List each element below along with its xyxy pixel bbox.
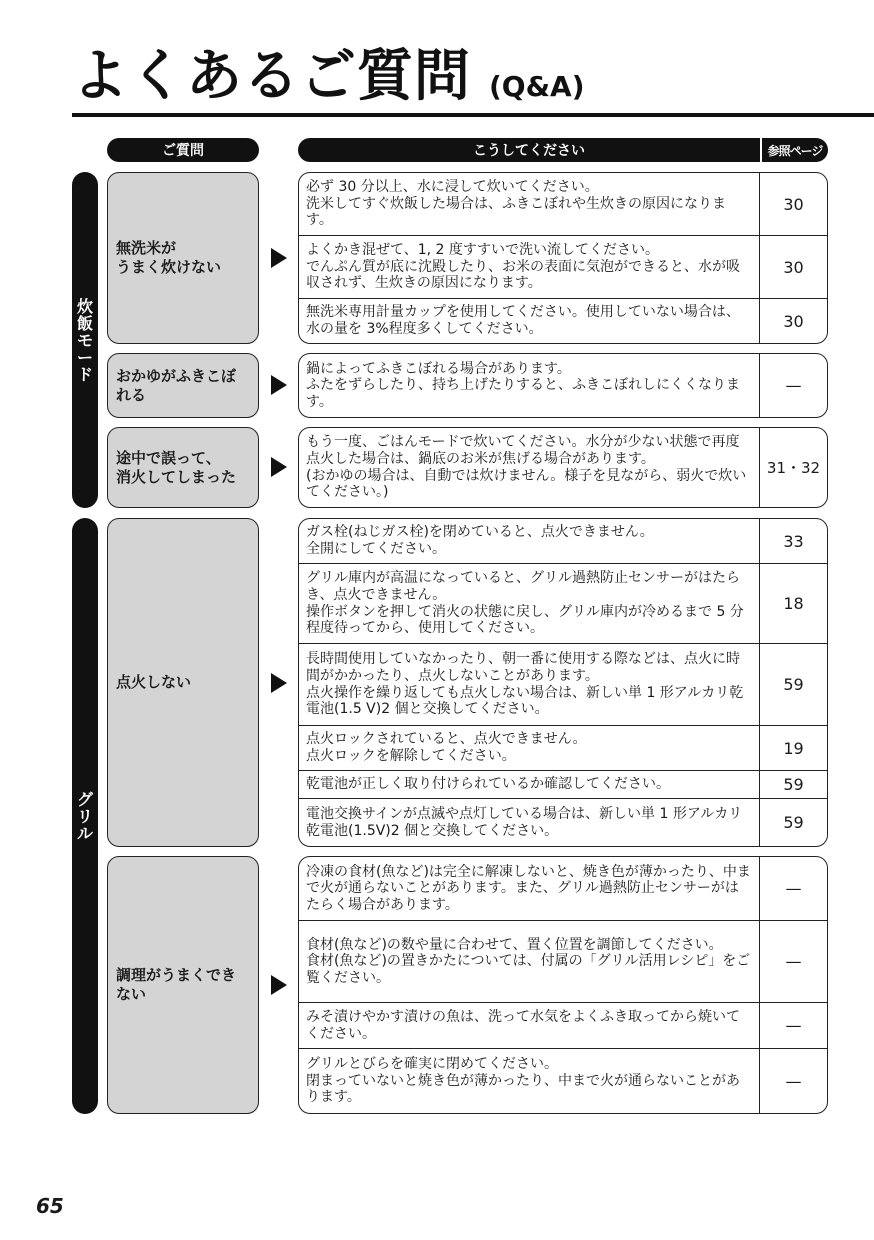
answer-group-musenmai — [298, 172, 828, 344]
question-chouri: 調理がうまくできない — [107, 856, 259, 1114]
column-header-answer: こうしてください — [298, 138, 760, 162]
answer-text: 点火ロックされていると、点火できません。 点火ロックを解除してください。 — [306, 731, 587, 764]
category-char: ー — [76, 347, 93, 367]
answer-text: 必ず 30 分以上、水に浸して炊いてください。 洗米してすぐ炊飯した場合は、ふきこぼれや生炊きの原因になります。 — [306, 179, 726, 229]
column-header-page: 参照ページ — [762, 138, 828, 162]
answer-group-tenka — [298, 518, 828, 847]
answer-row — [299, 1049, 827, 1113]
arrow-icon — [271, 457, 287, 477]
answer-text: 食材(魚など)の数や量に合わせて、置く位置を調節してください。 食材(魚など)の置きかたについては、付属の「グリル活用レシピ」をご覧ください。 — [306, 936, 751, 986]
category-char: 炊 — [76, 296, 93, 316]
arrow-icon — [271, 673, 287, 693]
answer-row — [299, 564, 827, 644]
arrow-icon — [271, 375, 287, 395]
title-text: よくあるご質問 — [72, 44, 471, 109]
answer-row — [299, 726, 827, 771]
answer-row — [299, 771, 827, 799]
category-char: グ — [76, 789, 93, 809]
question-shouka: 途中で誤って、 消火してしまった — [107, 427, 259, 508]
question-okayu: おかゆがふきこぼれる — [107, 353, 259, 418]
reference-page: 59 — [759, 644, 827, 725]
reference-page: — — [759, 1049, 827, 1113]
answer-group-shouka — [298, 427, 828, 508]
answer-row — [299, 799, 827, 846]
answer-text: みそ漬けやかす漬けの魚は、洗って水気をよくふき取ってから焼いてください。 — [306, 1008, 740, 1042]
answer-row — [299, 173, 827, 236]
answer-text: 鍋によってふきこぼれる場合があります。 ふたをずらしたり、持ち上げたりすると、ふきこぼれしにくくなります。 — [306, 360, 740, 410]
answer-text: 冷凍の食材(魚など)は完全に解凍しないと、焼き色が薄かったり、中まで火が通らないことがあります。また、グリル過熱防止センサーがはたらく場合があります。 — [306, 863, 751, 913]
answer-text: グリルとびらを確実に閉めてください。 閉まっていないと焼き色が薄かったり、中まで火が通らないことがあります。 — [306, 1056, 740, 1106]
answer-row — [299, 921, 827, 1003]
answer-row — [299, 1003, 827, 1049]
answer-text: もう一度、ごはんモードで炊いてください。水分が少ない状態で再度点火した場合は、鍋底のお米が焦げる場合があります。 (おかゆの場合は、自動では炊けません。様子を見ながら、弱火で炊いてください。) — [306, 434, 747, 501]
answer-text: グリル庫内が高温になっていると、グリル過熱防止センサーがはたらき、点火できません。 操作ボタンを押して消火の状態に戻し、グリル庫内が冷めるまで 5 分程度待ってから、使用してください。 — [306, 570, 744, 637]
reference-page: 30 — [759, 299, 827, 343]
category-char: リ — [76, 806, 93, 826]
reference-page: 18 — [759, 564, 827, 643]
answer-row — [299, 236, 827, 299]
category-char: 飯 — [76, 313, 93, 333]
reference-page: 19 — [759, 726, 827, 770]
arrow-icon — [271, 975, 287, 995]
reference-page: 30 — [759, 173, 827, 235]
answer-text: よくかき混ぜて、1, 2 度すすいで洗い流してください。 でんぷん質が底に沈殿したり、お米の表面に気泡ができると、水が吸収されず、生炊きの原因になります。 — [306, 242, 740, 292]
page-number: 65 — [36, 1194, 64, 1218]
reference-page: 31・32 — [759, 428, 827, 507]
category-char: モ — [76, 330, 93, 350]
category-char: ド — [76, 364, 93, 384]
answer-text: 電池交換サインが点滅や点灯している場合は、新しい単 1 形アルカリ乾電池(1.5V)2 個と交換してください。 — [306, 805, 743, 839]
answer-row — [299, 644, 827, 726]
answer-group-okayu — [298, 353, 828, 418]
answer-row — [299, 428, 827, 507]
answer-row — [299, 299, 827, 343]
arrow-icon — [271, 248, 287, 268]
answer-text: ガス栓(ねじガス栓)を閉めていると、点火できません。 全開にしてください。 — [306, 524, 654, 557]
answer-row — [299, 519, 827, 564]
title-subtitle: (Q&A) — [489, 70, 585, 103]
page-title — [72, 38, 584, 110]
question-tenka: 点火しない — [107, 518, 259, 847]
reference-page: — — [759, 354, 827, 417]
answer-row — [299, 354, 827, 417]
reference-page: 59 — [759, 771, 827, 798]
answer-text: 乾電池が正しく取り付けられているか確認してください。 — [306, 776, 670, 793]
category-rice-mode — [72, 172, 98, 508]
category-grill — [72, 518, 98, 1114]
reference-page: — — [759, 857, 827, 920]
reference-page: — — [759, 921, 827, 1002]
reference-page: 59 — [759, 799, 827, 846]
reference-page: 33 — [759, 519, 827, 563]
reference-page: 30 — [759, 236, 827, 298]
column-header-question: ご質問 — [107, 138, 259, 162]
category-char: ル — [76, 823, 93, 843]
reference-page: — — [759, 1003, 827, 1048]
question-musenmai: 無洗米が うまく炊けない — [107, 172, 259, 344]
title-divider — [72, 113, 874, 117]
answer-text: 長時間使用していなかったり、朝一番に使用する際などは、点火に時間がかかったり、点火しないことがあります。 点火操作を繰り返しても点火しない場合は、新しい単 1 形アルカリ乾電池(1.5 V)2 個と交換してください。 — [306, 651, 744, 718]
answer-text: 無洗米専用計量カップを使用してください。使用していない場合は、水の量を 3%程度多くしてください。 — [306, 304, 740, 337]
answer-row — [299, 857, 827, 921]
answer-group-chouri — [298, 856, 828, 1114]
